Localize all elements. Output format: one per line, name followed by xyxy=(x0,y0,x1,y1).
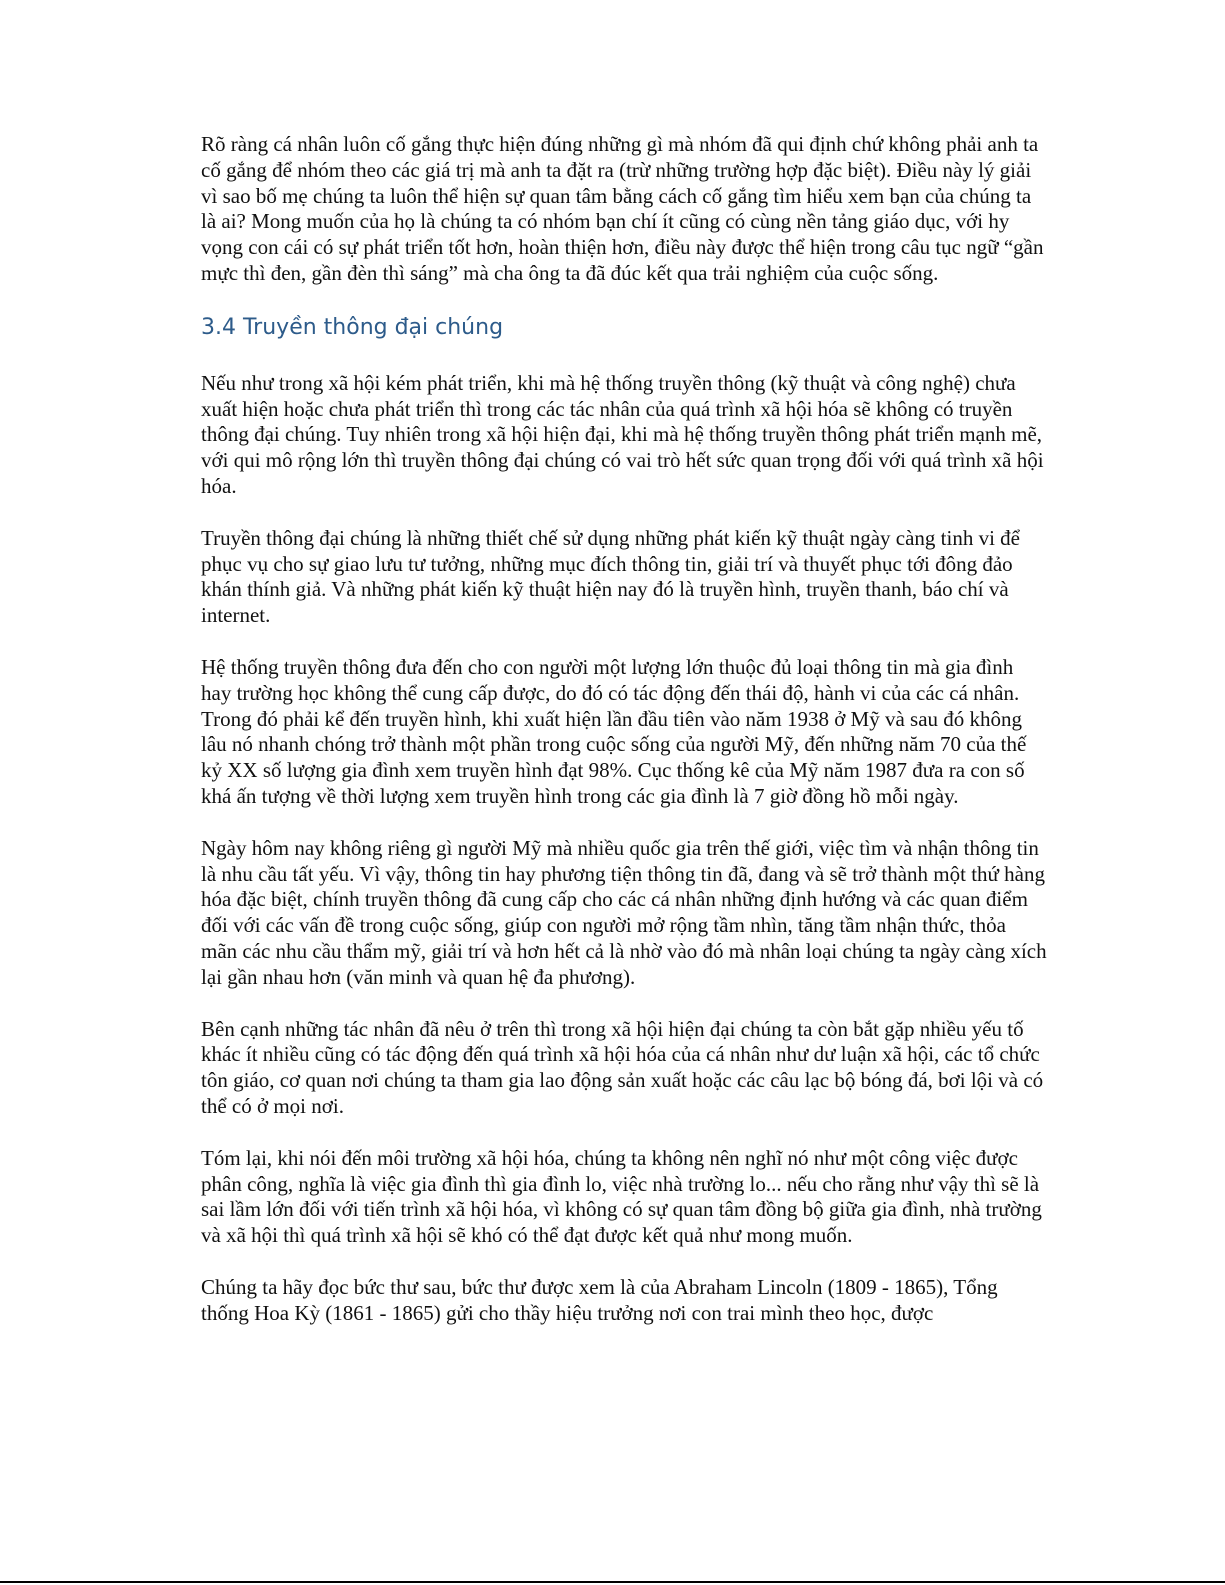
page-bottom-divider xyxy=(0,1581,1225,1583)
section-heading: 3.4 Truyền thông đại chúng xyxy=(201,314,504,340)
paragraph-3: Truyền thông đại chúng là những thiết chế sử dụng những phát kiến kỹ thuật ngày càng tinh vi để phục vụ cho sự giao lưu tư tưởng, những mục đích thông tin, giải trí và thuyết phục tới đông đảo khán thính giả. Và những phát kiến kỹ thuật hiện nay đó là truyền hình, truyền thanh, báo chí và internet. xyxy=(201,525,1020,628)
paragraph-6: Bên cạnh những tác nhân đã nêu ở trên thì trong xã hội hiện đại chúng ta còn bắt gặp nhiều yếu tố khác ít nhiều cũng có tác động đến quá trình xã hội hóa của cá nhân như dư luận xã hội, các tổ chức tôn giáo, cơ quan nơi chúng ta tham gia lao động sản xuất hoặc các câu lạc bộ bóng đá, bơi lội và có thể có ở mọi nơi. xyxy=(201,1016,1044,1118)
paragraph-1: Rõ ràng cá nhân luôn cố gắng thực hiện đúng những gì mà nhóm đã qui định chứ không phải anh ta cố gắng để nhóm theo các giá trị mà anh ta đặt ra (trừ những trường hợp đặc biệt). Điều này lý giải vì sao bố mẹ chúng ta luôn thể hiện sự quan tâm bằng cách cố gắng tìm hiểu xem bạn của chúng ta là ai? Mong muốn của họ là chúng ta có nhóm bạn chí ít cũng có cùng nền tảng giáo dục, với hy vọng con cái có sự phát triển tốt hơn, hoàn thiện hơn, điều này được thể hiện trong câu tục ngữ “gần mực thì đen, gần đèn thì sáng” mà cha ông ta đã đúc kết qua trải nghiệm của cuộc sống. xyxy=(201,132,1044,285)
page-content xyxy=(201,132,1047,1352)
paragraph-2: Nếu như trong xã hội kém phát triển, khi mà hệ thống truyền thông (kỹ thuật và công nghệ) chưa xuất hiện hoặc chưa phát triển thì trong các tác nhân của quá trình xã hội hóa sẽ không có truyền thông đại chúng. Tuy nhiên trong xã hội hiện đại, khi mà hệ thống truyền thông phát triển mạnh mẽ, với qui mô rộng lớn thì truyền thông đại chúng có vai trò hết sức quan trọng đối với quá trình xã hội hóa. xyxy=(201,370,1044,498)
paragraph-7: Tóm lại, khi nói đến môi trường xã hội hóa, chúng ta không nên nghĩ nó như một công việc được phân công, nghĩa là việc gia đình thì gia đình lo, việc nhà trường lo... nếu cho rằng như vậy thì sẽ là sai lầm lớn đối với tiến trình xã hội hóa, vì không có sự quan tâm đồng bộ giữa gia đình, nhà trường và xã hội thì quá trình xã hội sẽ khó có thể đạt được kết quả như mong muốn. xyxy=(201,1145,1042,1248)
paragraph-4: Hệ thống truyền thông đưa đến cho con người một lượng lớn thuộc đủ loại thông tin mà gia đình hay trường học không thể cung cấp được, do đó có tác động đến thái độ, hành vi của các cá nhân. Trong đó phải kể đến truyền hình, khi xuất hiện lần đầu tiên vào năm 1938 ở Mỹ và sau đó không lâu nó nhanh chóng trở thành một phần trong cuộc sống của người Mỹ, đến những năm 70 của thế kỷ XX số lượng gia đình xem truyền hình đạt 98%. Cục thống kê của Mỹ năm 1987 đưa ra con số khá ấn tượng về thời lượng xem truyền hình trong các gia đình là 7 giờ đồng hồ mỗi ngày. xyxy=(201,654,1027,808)
paragraph-8: Chúng ta hãy đọc bức thư sau, bức thư được xem là của Abraham Lincoln (1809 - 1865), Tổng thống Hoa Kỳ (1861 - 1865) gửi cho thầy hiệu trưởng nơi con trai mình theo học, được xyxy=(201,1274,998,1325)
paragraph-5: Ngày hôm nay không riêng gì người Mỹ mà nhiều quốc gia trên thế giới, việc tìm và nhận thông tin là nhu cầu tất yếu. Vì vậy, thông tin hay phương tiện thông tin đã, đang và sẽ trở thành một thứ hàng hóa đặc biệt, chính truyền thông đã cung cấp cho các cá nhân những định hướng và các quan điểm đối với các vấn đề trong cuộc sống, giúp con người mở rộng tầm nhìn, tăng tầm nhận thức, thỏa mãn các nhu cầu thẩm mỹ, giải trí và hơn hết cả là nhờ vào đó mà nhân loại chúng ta ngày càng xích lại gần nhau hơn (văn minh và quan hệ đa phương). xyxy=(201,835,1047,989)
